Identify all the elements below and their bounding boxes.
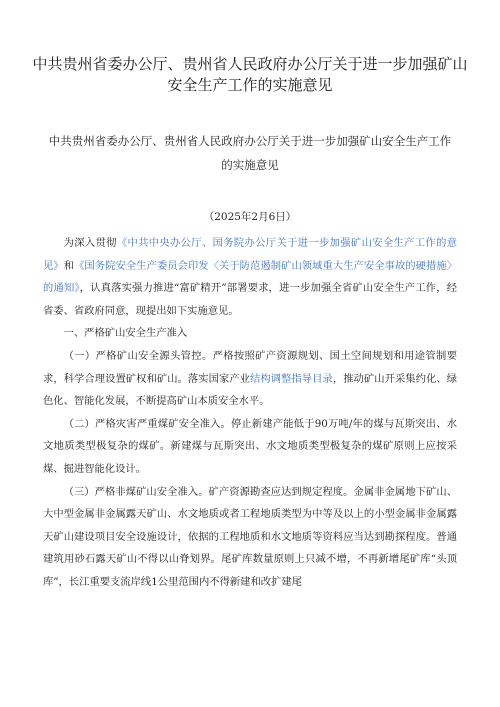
intro-post: ，认真落实强力推进“富矿精开”部署要求，进一步加强全省矿山安全生产工作，经省委、省政府同意，现提出如下实施意见。 bbox=[43, 282, 457, 317]
section-heading-1: 一、严格矿山安全生产准入 bbox=[63, 327, 188, 340]
paragraph-1-post: ，推动矿山开采集约化、绿色化、智能化发展，不断提高矿山本质安全水平。 bbox=[43, 372, 458, 408]
paragraph-1-pre: （一）严格矿山安全源头管控。严格按照矿产资源规划、国土空间规划和用途管制要求，科学合理设置矿权和矿山。落实国家产业 bbox=[43, 349, 457, 385]
policy-link-1[interactable]: 《中共中央办公厅、国务院办公厅关于进一步加强矿山安全生产工作的意见》 bbox=[43, 237, 458, 272]
catalog-link[interactable]: 结构调整指导目录 bbox=[250, 372, 333, 385]
paragraph-2: （二）严格灾害严重煤矿安全准入。停止新建产能低于90万吨/年的煤与瓦斯突出、水文地质类型极复杂的煤矿。新建煤与瓦斯突出、水文地质类型极复杂的煤矿原则上应按采煤、掘进智能化设计。 bbox=[43, 417, 457, 475]
document-body bbox=[43, 232, 457, 594]
document-title: 中共贵州省委办公厅、贵州省人民政府办公厅关于进一步加强矿山安全生产工作的实施意见 bbox=[32, 55, 468, 94]
document-subtitle bbox=[40, 129, 460, 177]
paragraph-1 bbox=[43, 345, 457, 413]
paragraph-3: （三）严格非煤矿山安全准入。矿产资源勘查应达到规定程度。金属非金属地下矿山、大中型金属非金属露天矿山、水文地质或者工程地质类型为中等及以上的小型金属非金属露天矿山建设项目安全设施设计，依据的工程地质和水文地质等资料应当达到勘探程度。普通建筑用砂石露天矿山不得以山脊划界。尾矿库数量原则上只减不增，不再新增尾矿库“头顶库”，长江重要支流岸线1公里范围内不得新建和改扩建尾 bbox=[43, 485, 457, 588]
intro-paragraph bbox=[43, 232, 457, 322]
policy-link-2[interactable]: 《国务院安全生产委员会印发〈关于防范遏制矿山领域重大生产安全事故的硬措施〉的通知》 bbox=[43, 259, 458, 295]
subtitle-line-2: 的实施意见 bbox=[221, 158, 279, 172]
intro-pre: 为深入贯彻 bbox=[63, 237, 117, 249]
subtitle-line-1: 中共贵州省委办公厅、贵州省人民政府办公厅关于进一步加强矿山安全生产工作 bbox=[48, 134, 452, 148]
document-date: （2025年2月6日） bbox=[203, 211, 297, 223]
intro-mid: 和 bbox=[63, 259, 75, 272]
